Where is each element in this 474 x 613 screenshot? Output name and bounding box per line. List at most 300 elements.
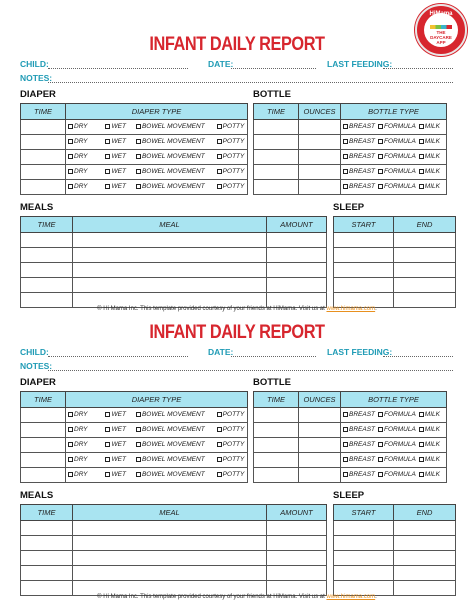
notes-field[interactable]	[48, 74, 453, 83]
report-title: INFANT DAILY REPORT	[149, 34, 325, 55]
diaper-row	[21, 468, 248, 483]
meals-meal-header: MEAL	[73, 505, 267, 521]
diaper-option-label: DRY	[74, 471, 88, 479]
meals-meal-cell[interactable]	[73, 263, 267, 278]
meals-table	[20, 504, 327, 596]
bottle-ounces-cell[interactable]	[299, 423, 341, 438]
footer-end: .	[375, 306, 377, 312]
bottle-ounces-cell[interactable]	[299, 408, 341, 423]
checkbox-icon	[105, 442, 110, 447]
bottle-option[interactable]	[378, 123, 416, 130]
sleep-header-row	[334, 505, 456, 521]
bottle-option[interactable]	[378, 183, 416, 190]
bottle-type-cell	[341, 453, 447, 468]
bottle-ounces-header: OUNCES	[299, 104, 341, 120]
bottle-ounces-cell[interactable]	[299, 180, 341, 195]
bottle-option[interactable]	[419, 426, 440, 433]
bottle-option[interactable]	[419, 123, 440, 130]
date-label: DATE:	[208, 347, 234, 357]
bottle-option-label: MILK	[424, 183, 440, 191]
diaper-option[interactable]	[217, 123, 245, 130]
diaper-option[interactable]	[68, 471, 87, 478]
checkbox-icon	[136, 184, 141, 189]
meals-amount-cell[interactable]	[267, 551, 327, 566]
checkbox-icon	[105, 169, 110, 174]
bottle-type-cell	[341, 165, 447, 180]
meals-time-cell[interactable]	[21, 248, 73, 263]
checkbox-icon	[217, 184, 222, 189]
bottle-time-header: TIME	[254, 104, 299, 120]
checkbox-icon	[136, 412, 141, 417]
sleep-end-cell[interactable]	[394, 248, 456, 263]
meals-meal-cell[interactable]	[73, 551, 267, 566]
checkbox-icon	[343, 412, 348, 417]
diaper-table	[20, 391, 248, 483]
diaper-row	[21, 453, 248, 468]
notes-field[interactable]	[48, 362, 453, 371]
meals-amount-header: AMOUNT	[267, 217, 327, 233]
diaper-option-label: DRY	[74, 153, 88, 161]
diaper-option[interactable]	[105, 411, 125, 418]
bottle-type-cell	[341, 120, 447, 135]
diaper-row	[21, 165, 248, 180]
meals-meal-cell[interactable]	[73, 248, 267, 263]
diaper-option[interactable]	[105, 153, 125, 160]
bottle-time-cell[interactable]	[254, 135, 299, 150]
meals-time-cell[interactable]	[21, 566, 73, 581]
diaper-section-title: DIAPER	[20, 377, 56, 388]
diaper-time-cell[interactable]	[21, 423, 66, 438]
meals-amount-cell[interactable]	[267, 536, 327, 551]
meals-row	[21, 551, 327, 566]
diaper-option[interactable]	[105, 138, 125, 145]
child-label: CHILD:	[20, 347, 49, 357]
bottle-ounces-cell[interactable]	[299, 468, 341, 483]
bottle-time-cell[interactable]	[254, 423, 299, 438]
bottle-option[interactable]	[378, 471, 416, 478]
bottle-option[interactable]	[343, 456, 375, 463]
sleep-end-header: END	[394, 505, 456, 521]
bottle-option[interactable]	[378, 153, 416, 160]
logo-subtitle: THE DAYCARE APP	[430, 30, 452, 45]
checkbox-icon	[378, 184, 383, 189]
checkbox-icon	[378, 124, 383, 129]
diaper-option-label: POTTY	[222, 153, 245, 161]
bottle-option-label: MILK	[424, 441, 440, 449]
bottle-row	[254, 423, 447, 438]
checkbox-icon	[378, 442, 383, 447]
diaper-option[interactable]	[68, 411, 87, 418]
meals-amount-cell[interactable]	[267, 521, 327, 536]
bottle-type-cell	[341, 438, 447, 453]
meals-time-cell[interactable]	[21, 521, 73, 536]
child-field[interactable]	[48, 60, 188, 69]
bottle-option-label: FORMULA	[384, 441, 416, 449]
bottle-option[interactable]	[343, 138, 375, 145]
checkbox-icon	[419, 154, 424, 159]
diaper-option[interactable]	[105, 426, 125, 433]
bottle-option[interactable]	[378, 411, 416, 418]
diaper-option-label: POTTY	[222, 138, 245, 146]
checkbox-icon	[68, 457, 73, 462]
bottle-option-label: MILK	[424, 138, 440, 146]
diaper-type-header: DIAPER TYPE	[66, 392, 248, 408]
diaper-row	[21, 180, 248, 195]
bottle-type-cell	[341, 180, 447, 195]
diaper-option[interactable]	[217, 168, 245, 175]
bottle-ounces-header: OUNCES	[299, 392, 341, 408]
bottle-option-label: MILK	[424, 411, 440, 419]
sleep-end-cell[interactable]	[394, 263, 456, 278]
diaper-option[interactable]	[105, 441, 125, 448]
diaper-time-cell[interactable]	[21, 438, 66, 453]
bottle-time-cell[interactable]	[254, 180, 299, 195]
himama-website-link[interactable]: www.himama.com	[326, 594, 376, 600]
bottle-row	[254, 453, 447, 468]
sleep-row	[334, 263, 456, 278]
date-field[interactable]	[231, 60, 316, 69]
logo-text: HiMama	[429, 11, 453, 17]
sleep-start-header: START	[334, 505, 394, 521]
diaper-option[interactable]	[136, 138, 205, 145]
bottle-row	[254, 165, 447, 180]
diaper-option[interactable]	[217, 471, 245, 478]
meals-time-cell[interactable]	[21, 536, 73, 551]
bottle-time-cell[interactable]	[254, 150, 299, 165]
diaper-option-label: POTTY	[222, 123, 245, 131]
diaper-option-label: WET	[111, 471, 126, 479]
sleep-start-cell[interactable]	[334, 566, 394, 581]
footer-text: © Hi Mama Inc. This template provided courtesy of your friends at HiMama. Visit us at	[97, 306, 327, 312]
bottle-ounces-cell[interactable]	[299, 135, 341, 150]
diaper-time-header: TIME	[21, 104, 66, 120]
meals-meal-cell[interactable]	[73, 521, 267, 536]
diaper-option[interactable]	[68, 153, 87, 160]
diaper-option[interactable]	[105, 471, 125, 478]
diaper-option[interactable]	[136, 168, 205, 175]
checkbox-icon	[105, 472, 110, 477]
bottle-option[interactable]	[343, 426, 375, 433]
sleep-row	[334, 248, 456, 263]
sleep-end-cell[interactable]	[394, 566, 456, 581]
diaper-option[interactable]	[136, 471, 205, 478]
diaper-option-label: BOWEL MOVEMENT	[141, 411, 205, 419]
bottle-time-cell[interactable]	[254, 120, 299, 135]
checkbox-icon	[68, 427, 73, 432]
diaper-time-cell[interactable]	[21, 150, 66, 165]
bottle-type-cell	[341, 135, 447, 150]
bottle-section-title: BOTTLE	[253, 89, 291, 100]
bottle-option-label: MILK	[424, 456, 440, 464]
meals-amount-header: AMOUNT	[267, 505, 327, 521]
diaper-option[interactable]	[68, 183, 87, 190]
bottle-ounces-cell[interactable]	[299, 165, 341, 180]
sleep-start-cell[interactable]	[334, 263, 394, 278]
meals-amount-cell[interactable]	[267, 248, 327, 263]
diaper-time-cell[interactable]	[21, 468, 66, 483]
sleep-end-cell[interactable]	[394, 233, 456, 248]
diaper-option[interactable]	[68, 441, 87, 448]
checkbox-icon	[419, 124, 424, 129]
bottle-option[interactable]	[419, 411, 440, 418]
diaper-option[interactable]	[136, 123, 205, 130]
bottle-option[interactable]	[378, 441, 416, 448]
diaper-option-label: BOWEL MOVEMENT	[141, 471, 205, 479]
sleep-row	[334, 521, 456, 536]
checkbox-icon	[136, 154, 141, 159]
checkbox-icon	[217, 412, 222, 417]
bottle-option[interactable]	[419, 138, 440, 145]
sleep-start-cell[interactable]	[334, 536, 394, 551]
bottle-time-cell[interactable]	[254, 165, 299, 180]
bottle-ounces-cell[interactable]	[299, 120, 341, 135]
diaper-option[interactable]	[136, 441, 205, 448]
diaper-section-title: DIAPER	[20, 89, 56, 100]
checkbox-icon	[217, 442, 222, 447]
checkbox-icon	[378, 457, 383, 462]
diaper-option[interactable]	[136, 411, 205, 418]
sleep-end-cell[interactable]	[394, 536, 456, 551]
diaper-option[interactable]	[217, 183, 245, 190]
bottle-type-cell	[341, 468, 447, 483]
bottle-option-label: MILK	[424, 153, 440, 161]
checkbox-icon	[343, 457, 348, 462]
checkbox-icon	[217, 427, 222, 432]
footer-end: .	[375, 594, 377, 600]
diaper-type-cell	[66, 453, 248, 468]
checkbox-icon	[378, 154, 383, 159]
bottle-time-cell[interactable]	[254, 468, 299, 483]
bottle-option[interactable]	[378, 138, 416, 145]
meals-time-cell[interactable]	[21, 551, 73, 566]
diaper-option[interactable]	[68, 123, 87, 130]
diaper-option-label: BOWEL MOVEMENT	[141, 153, 205, 161]
child-field[interactable]	[48, 348, 188, 357]
bottle-option[interactable]	[343, 168, 375, 175]
diaper-type-cell	[66, 468, 248, 483]
meals-header-row	[21, 217, 327, 233]
bottle-row	[254, 438, 447, 453]
checkbox-icon	[419, 427, 424, 432]
diaper-header-row	[21, 104, 248, 120]
sleep-end-cell[interactable]	[394, 551, 456, 566]
diaper-time-cell[interactable]	[21, 453, 66, 468]
diaper-row	[21, 423, 248, 438]
bottle-option-label: FORMULA	[384, 153, 416, 161]
diaper-option-label: POTTY	[222, 426, 245, 434]
diaper-option[interactable]	[217, 441, 245, 448]
last-feeding-field[interactable]	[383, 60, 453, 69]
diaper-option[interactable]	[136, 183, 205, 190]
checkbox-icon	[343, 184, 348, 189]
diaper-option[interactable]	[105, 123, 125, 130]
diaper-option-label: WET	[111, 426, 126, 434]
bottle-ounces-cell[interactable]	[299, 438, 341, 453]
diaper-option[interactable]	[136, 456, 205, 463]
diaper-time-cell[interactable]	[21, 180, 66, 195]
checkbox-icon	[217, 154, 222, 159]
diaper-option-label: DRY	[74, 456, 88, 464]
meals-section-title: MEALS	[20, 202, 54, 213]
diaper-option[interactable]	[217, 426, 245, 433]
checkbox-icon	[136, 427, 141, 432]
bottle-option[interactable]	[419, 456, 440, 463]
bottle-option[interactable]	[419, 471, 440, 478]
checkbox-icon	[343, 427, 348, 432]
bottle-option[interactable]	[419, 168, 440, 175]
bottle-time-header: TIME	[254, 392, 299, 408]
meals-time-header: TIME	[21, 217, 73, 233]
meals-amount-cell[interactable]	[267, 233, 327, 248]
diaper-type-cell	[66, 408, 248, 423]
bottle-option-label: MILK	[424, 123, 440, 131]
bottle-time-cell[interactable]	[254, 408, 299, 423]
last-feeding-field[interactable]	[383, 348, 453, 357]
diaper-type-header: DIAPER TYPE	[66, 104, 248, 120]
diaper-table	[20, 103, 248, 195]
meals-row	[21, 248, 327, 263]
bottle-time-cell[interactable]	[254, 438, 299, 453]
checkbox-icon	[419, 457, 424, 462]
bottle-option[interactable]	[343, 441, 375, 448]
last-feeding-label: LAST FEEDING:	[327, 59, 393, 69]
diaper-type-cell	[66, 165, 248, 180]
himama-website-link[interactable]: www.himama.com	[326, 306, 376, 312]
bottle-ounces-cell[interactable]	[299, 150, 341, 165]
bottle-option-label: FORMULA	[384, 411, 416, 419]
footer-text: © Hi Mama Inc. This template provided courtesy of your friends at HiMama. Visit us at	[97, 594, 327, 600]
bottle-option[interactable]	[343, 153, 375, 160]
checkbox-icon	[105, 154, 110, 159]
diaper-time-cell[interactable]	[21, 408, 66, 423]
sleep-section-title: SLEEP	[333, 202, 365, 213]
bottle-ounces-cell[interactable]	[299, 453, 341, 468]
bottle-option-label: BREAST	[349, 168, 376, 176]
checkbox-icon	[343, 169, 348, 174]
sleep-end-cell[interactable]	[394, 521, 456, 536]
meals-time-cell[interactable]	[21, 263, 73, 278]
diaper-option[interactable]	[68, 426, 87, 433]
diaper-option-label: POTTY	[222, 183, 245, 191]
bottle-option[interactable]	[378, 168, 416, 175]
meals-amount-cell[interactable]	[267, 566, 327, 581]
bottle-option[interactable]	[343, 471, 375, 478]
checkbox-icon	[378, 472, 383, 477]
bottle-option-label: BREAST	[349, 138, 376, 146]
notes-label: NOTES:	[20, 73, 53, 83]
checkbox-icon	[68, 412, 73, 417]
diaper-option[interactable]	[217, 411, 245, 418]
diaper-option[interactable]	[105, 168, 125, 175]
sleep-start-header: START	[334, 217, 394, 233]
diaper-option-label: DRY	[74, 426, 88, 434]
bottle-option[interactable]	[419, 441, 440, 448]
diaper-time-cell[interactable]	[21, 120, 66, 135]
bottle-option[interactable]	[419, 153, 440, 160]
bottle-option[interactable]	[343, 183, 375, 190]
checkbox-icon	[105, 124, 110, 129]
bottle-option[interactable]	[419, 183, 440, 190]
bottle-option[interactable]	[378, 426, 416, 433]
meals-amount-cell[interactable]	[267, 263, 327, 278]
sleep-section-title: SLEEP	[333, 490, 365, 501]
diaper-option[interactable]	[136, 153, 205, 160]
diaper-type-cell	[66, 135, 248, 150]
checkbox-icon	[68, 472, 73, 477]
bottle-option-label: BREAST	[349, 153, 376, 161]
bottle-time-cell[interactable]	[254, 453, 299, 468]
diaper-row	[21, 438, 248, 453]
checkbox-icon	[105, 427, 110, 432]
diaper-option[interactable]	[217, 456, 245, 463]
checkbox-icon	[68, 124, 73, 129]
diaper-option-label: POTTY	[222, 441, 245, 449]
meals-time-cell[interactable]	[21, 233, 73, 248]
diaper-row	[21, 120, 248, 135]
bottle-option-label: BREAST	[349, 411, 376, 419]
checkbox-icon	[217, 457, 222, 462]
diaper-time-cell[interactable]	[21, 135, 66, 150]
diaper-option-label: DRY	[74, 411, 88, 419]
diaper-type-cell	[66, 423, 248, 438]
diaper-option[interactable]	[105, 183, 125, 190]
diaper-option-label: WET	[111, 168, 126, 176]
diaper-time-cell[interactable]	[21, 165, 66, 180]
diaper-option[interactable]	[217, 138, 245, 145]
diaper-option[interactable]	[105, 456, 125, 463]
checkbox-icon	[419, 184, 424, 189]
bottle-header-row	[254, 104, 447, 120]
diaper-option[interactable]	[217, 153, 245, 160]
checkbox-icon	[105, 412, 110, 417]
checkbox-icon	[419, 472, 424, 477]
sleep-row	[334, 551, 456, 566]
bottle-option[interactable]	[378, 456, 416, 463]
diaper-option[interactable]	[68, 456, 87, 463]
diaper-option[interactable]	[68, 168, 87, 175]
sleep-start-cell[interactable]	[334, 233, 394, 248]
sleep-start-cell[interactable]	[334, 248, 394, 263]
bottle-option[interactable]	[343, 123, 375, 130]
diaper-time-header: TIME	[21, 392, 66, 408]
meals-meal-cell[interactable]	[73, 233, 267, 248]
diaper-option-label: POTTY	[222, 168, 245, 176]
checkbox-icon	[343, 472, 348, 477]
checkbox-icon	[419, 412, 424, 417]
bottle-table	[253, 391, 447, 483]
sleep-start-cell[interactable]	[334, 551, 394, 566]
diaper-option[interactable]	[136, 426, 205, 433]
sleep-start-cell[interactable]	[334, 521, 394, 536]
sleep-header-row	[334, 217, 456, 233]
diaper-option-label: WET	[111, 441, 126, 449]
sleep-table	[333, 504, 456, 596]
diaper-option[interactable]	[68, 138, 87, 145]
diaper-header-row	[21, 392, 248, 408]
bottle-option-label: BREAST	[349, 183, 376, 191]
bottle-type-cell	[341, 423, 447, 438]
sleep-row	[334, 536, 456, 551]
meals-header-row	[21, 505, 327, 521]
bottle-option[interactable]	[343, 411, 375, 418]
meals-section-title: MEALS	[20, 490, 54, 501]
meals-meal-cell[interactable]	[73, 566, 267, 581]
date-field[interactable]	[231, 348, 316, 357]
meals-meal-cell[interactable]	[73, 536, 267, 551]
checkbox-icon	[343, 124, 348, 129]
meals-row	[21, 263, 327, 278]
checkbox-icon	[378, 139, 383, 144]
